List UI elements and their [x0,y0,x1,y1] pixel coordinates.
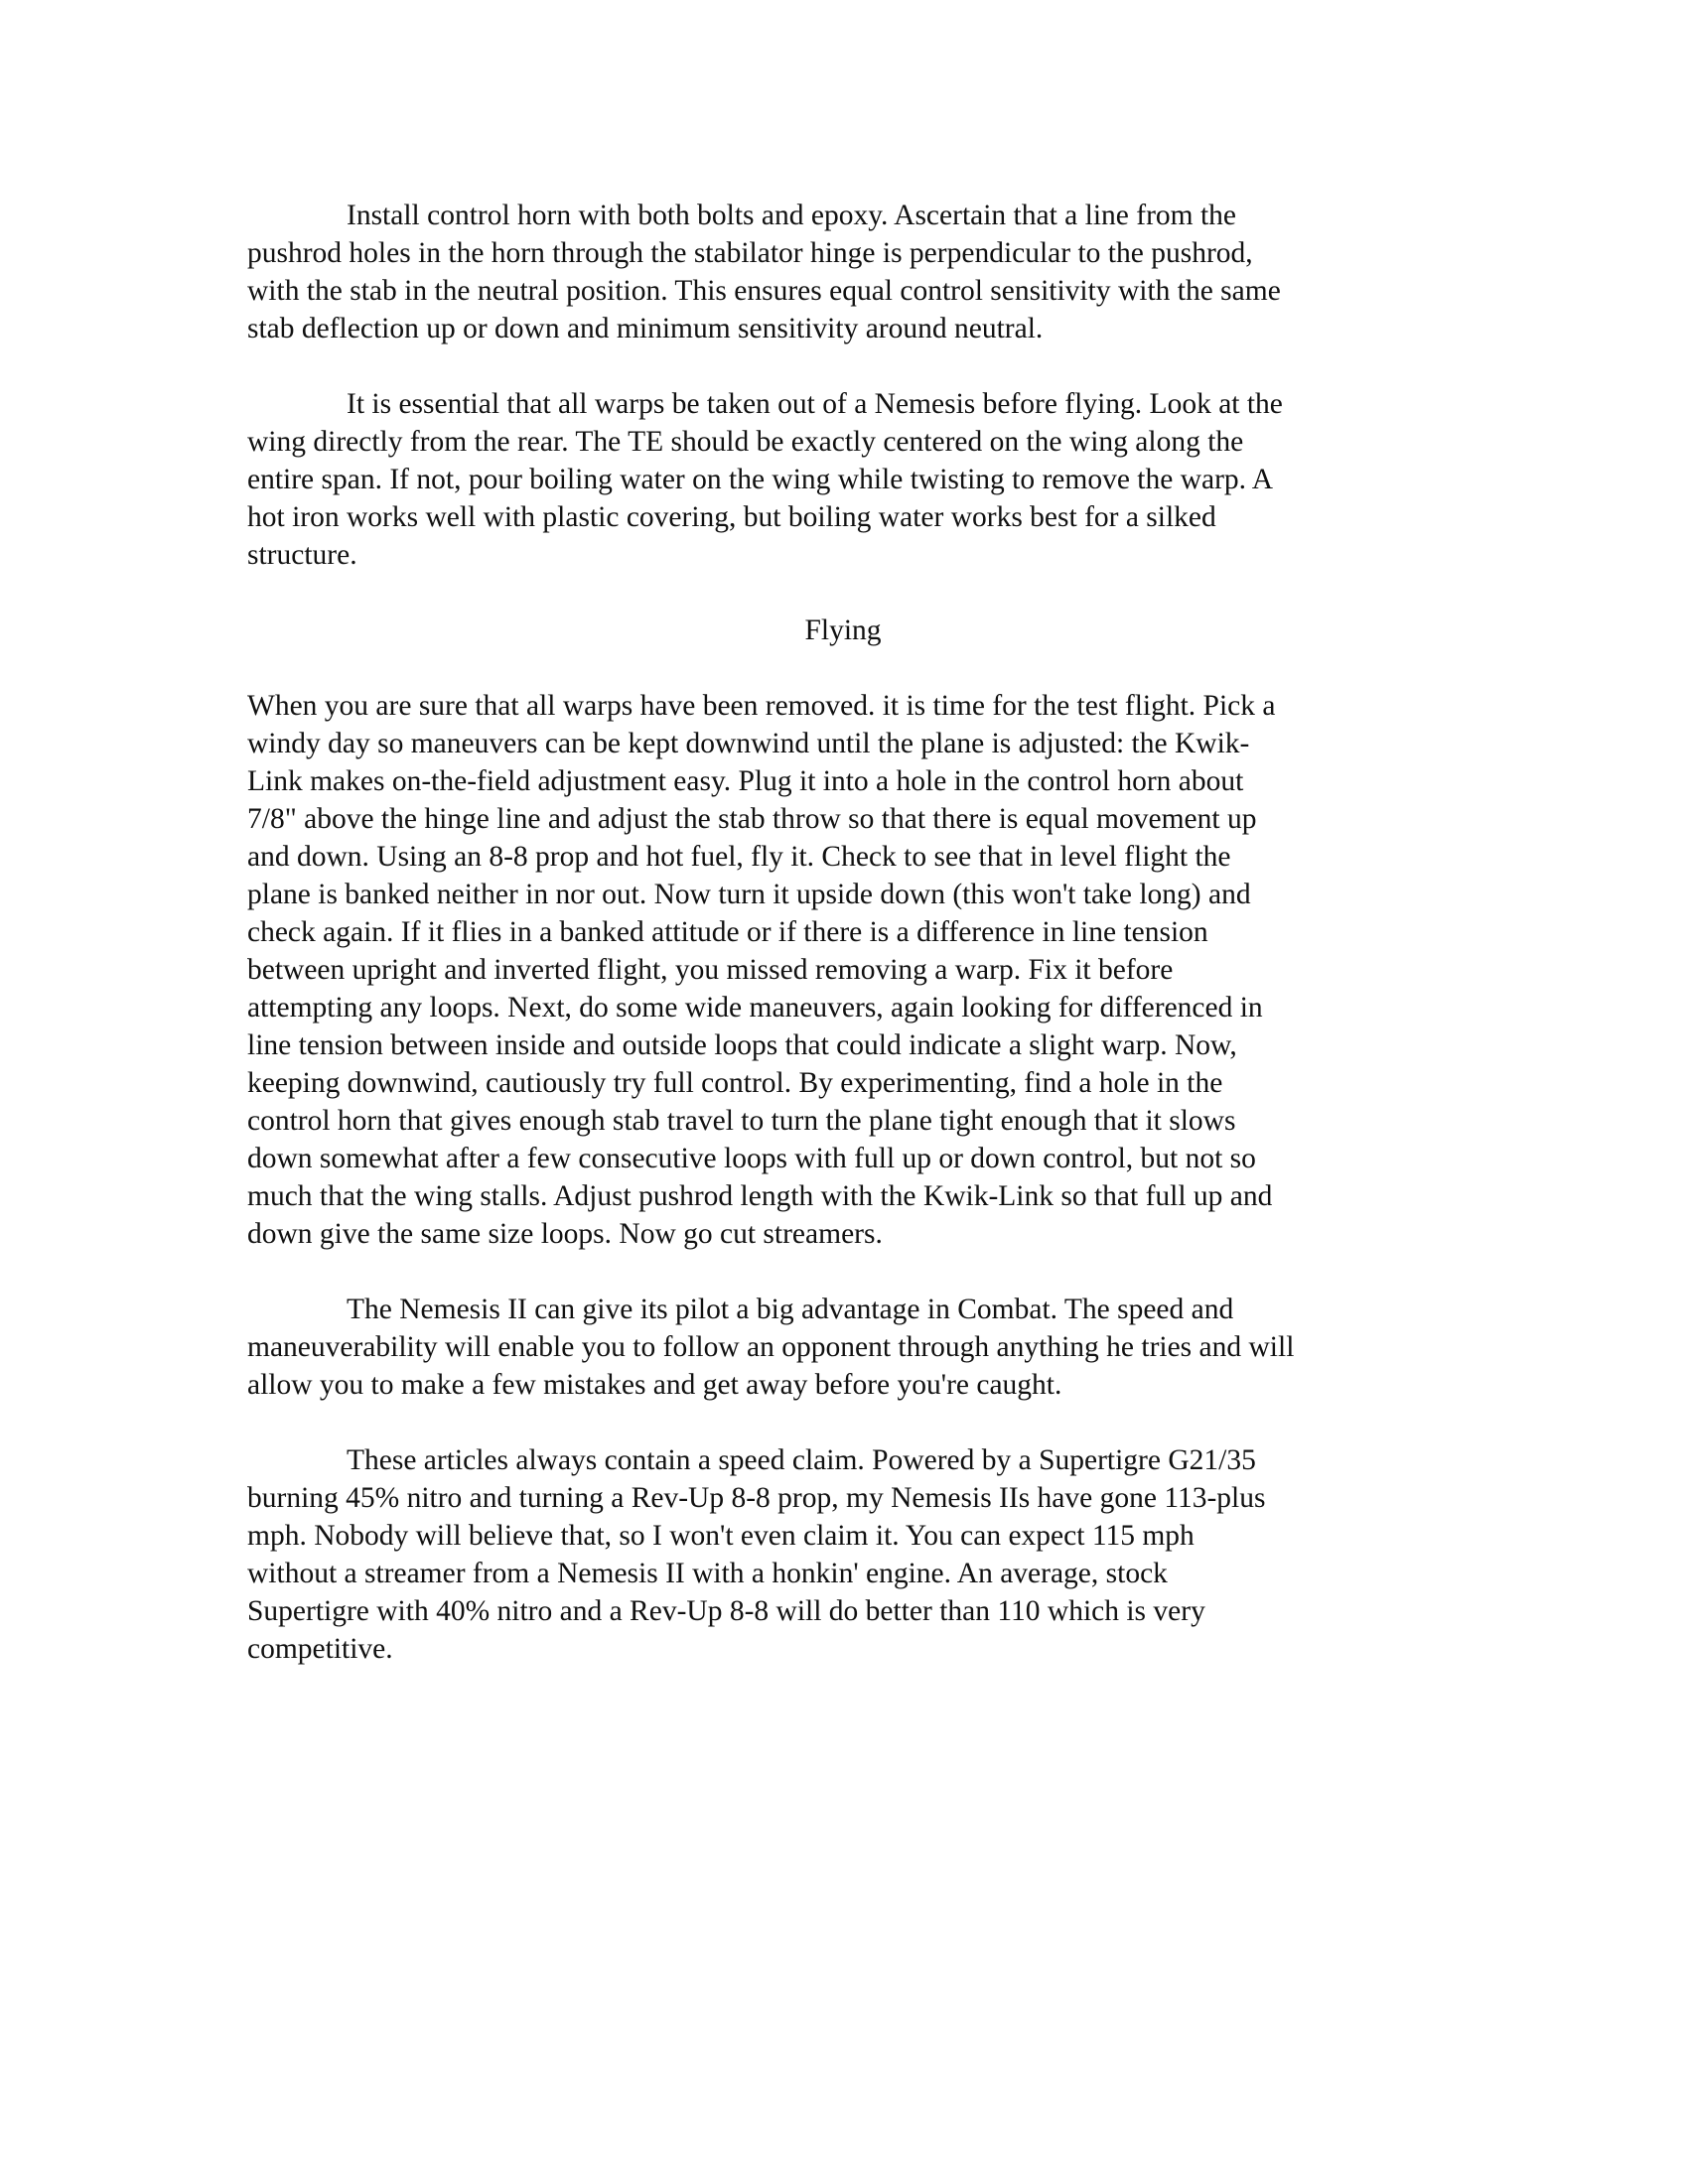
text-line: When you are sure that all warps have been removed. it is time for the test flight. Pick a [247,690,1276,722]
text-line: structure. [247,539,357,571]
text-line: These articles always contain a speed claim. Powered by a Supertigre G21/35 [347,1444,1256,1476]
text-line: competitive. [247,1633,393,1665]
text-line: down somewhat after a few consecutive loops with full up or down control, but not so [247,1143,1256,1174]
text-line: It is essential that all warps be taken out of a Nemesis before flying. Look at the [347,388,1283,420]
text-line: mph. Nobody will believe that, so I won't even claim it. You can expect 115 mph [247,1520,1195,1552]
section-heading-flying: Flying [804,614,882,646]
text-line: wing directly from the rear. The TE should be exactly centered on the wing along the [247,426,1244,458]
text-line: entire span. If not, pour boiling water on the wing while twisting to remove the warp. A [247,464,1274,495]
text-line: The Nemesis II can give its pilot a big advantage in Combat. The speed and [347,1294,1234,1325]
text-line: Link makes on-the-field adjustment easy. Plug it into a hole in the control horn about [247,765,1244,797]
text-line: attempting any loops. Next, do some wide maneuvers, again looking for differenced in [247,992,1263,1024]
article-body [247,197,1439,1706]
text-line: pushrod holes in the horn through the stabilator hinge is perpendicular to the pushrod, [247,237,1253,269]
text-line: keeping downwind, cautiously try full control. By experimenting, find a hole in the [247,1067,1223,1099]
text-line: plane is banked neither in nor out. Now turn it upside down (this won't take long) and [247,879,1251,910]
text-line: burning 45% nitro and turning a Rev-Up 8-8 prop, my Nemesis IIs have gone 113-plus [247,1482,1266,1514]
paragraph-combat-advantage [247,1291,1439,1404]
text-line: Install control horn with both bolts and epoxy. Ascertain that a line from the [347,200,1237,231]
text-line: Supertigre with 40% nitro and a Rev-Up 8-8 will do better than 110 which is very [247,1595,1205,1627]
paragraph-test-flight [247,687,1439,1253]
paragraph-speed-claim [247,1441,1439,1668]
text-line: with the stab in the neutral position. This ensures equal control sensitivity with the same [247,275,1281,307]
text-line: 7/8" above the hinge line and adjust the stab throw so that there is equal movement up [247,803,1257,835]
text-line: check again. If it flies in a banked attitude or if there is a difference in line tension [247,916,1208,948]
text-line: control horn that gives enough stab travel to turn the plane tight enough that it slows [247,1105,1236,1137]
text-line: much that the wing stalls. Adjust pushrod length with the Kwik-Link so that full up and [247,1180,1273,1212]
text-line: between upright and inverted flight, you missed removing a warp. Fix it before [247,954,1174,986]
text-line: without a streamer from a Nemesis II with a honkin' engine. An average, stock [247,1558,1168,1589]
paragraph-warps [247,385,1439,574]
text-line: and down. Using an 8-8 prop and hot fuel, fly it. Check to see that in level flight the [247,841,1231,873]
text-line: down give the same size loops. Now go cut streamers. [247,1218,883,1250]
text-line: line tension between inside and outside loops that could indicate a slight warp. Now, [247,1029,1237,1061]
text-line: maneuverability will enable you to follow an opponent through anything he tries and will [247,1331,1295,1363]
text-line: stab deflection up or down and minimum sensitivity around neutral. [247,313,1044,344]
text-line: allow you to make a few mistakes and get away before you're caught. [247,1369,1062,1401]
text-line: hot iron works well with plastic covering, but boiling water works best for a silked [247,501,1216,533]
text-line: windy day so maneuvers can be kept downwind until the plane is adjusted: the Kwik- [247,728,1250,759]
paragraph-control-horn [247,197,1439,347]
